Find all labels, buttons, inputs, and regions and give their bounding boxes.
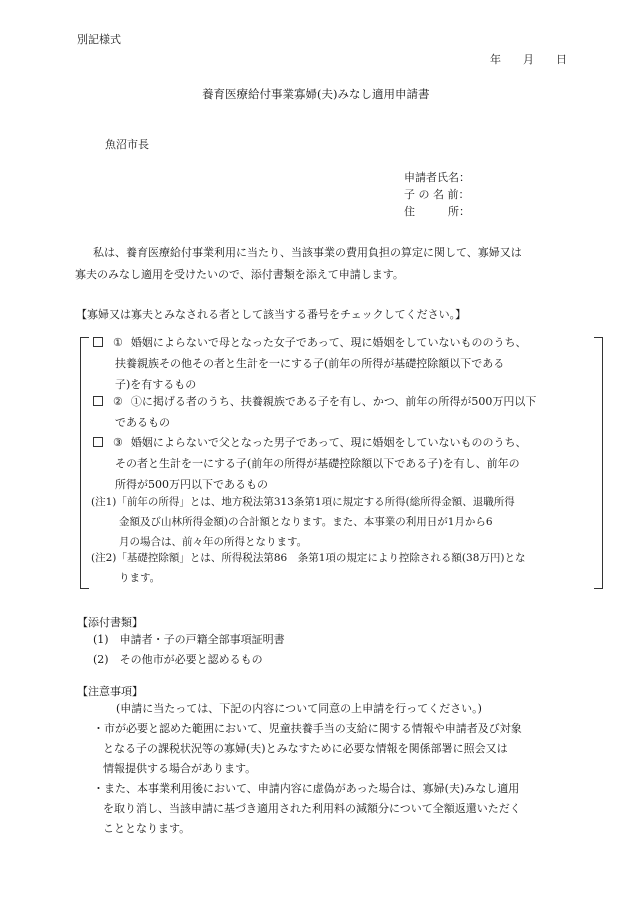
- option-3-line-2: その者と生計を一にする子(前年の所得が基礎控除額以下である子)を有し、前年の: [115, 457, 520, 470]
- form-label: 別記様式: [77, 33, 121, 46]
- note-2: [91, 548, 525, 588]
- cautions-heading: 【注意事項】: [77, 685, 143, 698]
- option-1-line-1: 婚姻によらないで母となった女子であって、現に婚姻をしていないもののうち、: [130, 336, 527, 349]
- attachments-heading: 【添付書類】: [77, 616, 143, 629]
- caution-1-line-2: となる子の課税状況等の寡婦(夫)とみなすために必要な情報を関係部署に照会又は: [103, 742, 508, 755]
- statement-line-2: 寡夫のみなし適用を受けたいので、添付書類を添えて申請します。: [75, 268, 404, 281]
- attachment-item-1: (1) 申請者・子の戸籍全部事項証明書: [93, 633, 285, 646]
- options-bracket-right: [594, 337, 603, 589]
- statement-line-1: 私は、養育医療給付事業利用に当たり、当該事業の費用負担の算定に関して、寡婦又は: [93, 246, 522, 259]
- option-1: [93, 332, 527, 395]
- option-3-number: ③: [113, 436, 123, 449]
- option-2-checkbox[interactable]: [93, 396, 103, 406]
- options-bracket-left: [80, 337, 89, 589]
- option-1-number: ①: [113, 336, 123, 349]
- note-1-line-2: 金額及び山林所得金額)の合計額となります。また、本事業の利用日が1月から6: [119, 516, 493, 528]
- option-2-line-2: であるもの: [115, 416, 170, 429]
- option-2: [93, 391, 536, 433]
- attachment-item-2: (2) その他市が必要と認めるもの: [93, 653, 263, 666]
- note-2-line-1: (注2)「基礎控除額」とは、所得税法第86 条第1項の規定により控除される額(38万円)とな: [91, 552, 526, 564]
- option-2-line-1: ①に掲げる者のうち、扶養親族である子を有し、かつ、前年の所得が500万円以下: [130, 395, 537, 408]
- option-1-line-3: 子)を有するもの: [115, 378, 197, 391]
- note-2-line-2: ります。: [119, 572, 161, 584]
- note-1-line-1: (注1)「前年の所得」とは、地方税法第313条第1項に規定する所得(総所得金額、退職所得: [91, 496, 515, 508]
- caution-2-line-2: を取り消し、当該申請に基づき適用された利用料の減額分について全額返還いただく: [103, 802, 521, 815]
- option-1-checkbox[interactable]: [93, 337, 103, 347]
- caution-1-line-3: 情報提供する場合があります。: [103, 762, 257, 775]
- addressee: 魚沼市長: [105, 138, 149, 151]
- option-2-number: ②: [113, 395, 123, 408]
- note-1: [91, 492, 515, 552]
- caution-1-line-1: ・市が必要と認めた範囲において、児童扶養手当の支給に関する情報や申請者及び対象: [93, 722, 522, 735]
- option-3: [93, 432, 527, 495]
- date-line: 年 月 日: [490, 53, 567, 66]
- applicant-name-label: 申請者氏名：: [404, 171, 470, 184]
- option-3-line-1: 婚姻によらないで父となった男子であって、現に婚姻をしていないもののうち、: [130, 436, 527, 449]
- option-3-checkbox[interactable]: [93, 437, 103, 447]
- option-3-line-3: 所得が500万円以下であるもの: [115, 478, 268, 491]
- address-label: 住 所：: [404, 205, 470, 218]
- caution-2-line-3: こととなります。: [103, 822, 191, 835]
- document-title: 養育医療給付事業寡婦(夫)みなし適用申請書: [202, 87, 430, 101]
- note-1-line-3: 月の場合は、前々年の所得となります。: [119, 536, 308, 548]
- caution-2-line-1: ・また、本事業利用後において、申請内容に虚偽があった場合は、寡婦(夫)みなし適用: [93, 782, 520, 795]
- check-heading: 【寡婦又は寡夫とみなされる者として該当する番号をチェックしてください。】: [76, 308, 467, 321]
- option-1-line-2: 扶養親族その他その者と生計を一にする子(前年の所得が基礎控除額以下である: [115, 357, 505, 370]
- cautions-intro: (申請に当たっては、下記の内容について同意の上申請を行ってください。): [116, 702, 482, 715]
- child-name-label: 子 の 名 前：: [404, 188, 470, 201]
